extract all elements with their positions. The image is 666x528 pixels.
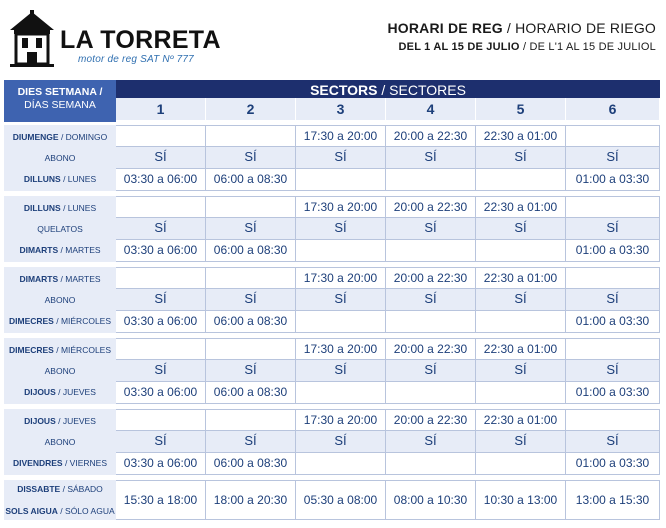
time-cell: 17:30 a 20:00 [296, 409, 386, 431]
schedule-row [116, 311, 660, 333]
schedule-row [116, 338, 660, 360]
time-cell: 06:00 a 08:30 [206, 240, 296, 262]
treatment-cell: SÍ [116, 218, 206, 240]
time-cell: 01:00 a 03:30 [566, 311, 660, 333]
schedule-row [116, 169, 660, 191]
time-cell [296, 382, 386, 404]
treatment-cell: SÍ [476, 360, 566, 382]
time-cell: 15:30 a 18:00 [116, 480, 206, 520]
schedule-row [116, 409, 660, 431]
time-cell: 17:30 a 20:00 [296, 338, 386, 360]
treatment-cell: SÍ [296, 289, 386, 311]
time-cell: 03:30 a 06:00 [116, 169, 206, 191]
treatment-label: ABONO [44, 294, 76, 305]
time-cell [566, 338, 660, 360]
time-cell: 01:00 a 03:30 [566, 382, 660, 404]
treatment-cell: SÍ [206, 289, 296, 311]
time-cell: 17:30 a 20:00 [296, 196, 386, 218]
day-label [4, 409, 116, 475]
schedule-row [116, 289, 660, 311]
time-cell [206, 409, 296, 431]
day-from: DIMARTS / MARTES [19, 274, 101, 285]
day-to: DIJOUS / JUEVES [24, 386, 96, 397]
day-to: DIVENDRES / VIERNES [13, 457, 107, 468]
day-label [4, 196, 116, 262]
treatment-label: ABONO [44, 436, 76, 447]
treatment-cell: SÍ [296, 431, 386, 453]
sector-number: 2 [206, 98, 296, 120]
day-label: DISSABTE / SÁBADO SOLS AIGUA / SÓLO AGUA [4, 480, 116, 520]
treatment-cell: SÍ [206, 360, 296, 382]
day-to: DILLUNS / LUNES [23, 173, 97, 184]
table-header-row [4, 80, 660, 112]
time-cell: 13:00 a 15:30 [566, 480, 660, 520]
time-cell: 22:30 a 01:00 [476, 125, 566, 147]
time-cell: 22:30 a 01:00 [476, 409, 566, 431]
time-cell: 03:30 a 06:00 [116, 240, 206, 262]
day-from: DIJOUS / JUEVES [24, 416, 96, 427]
time-cell [386, 169, 476, 191]
time-cell: 06:00 a 08:30 [206, 169, 296, 191]
time-cell [116, 125, 206, 147]
day-to: DIMECRES / MIÉRCOLES [8, 315, 112, 326]
schedule-row [116, 453, 660, 475]
time-cell [116, 409, 206, 431]
time-cell [206, 338, 296, 360]
brand-subtitle: motor de reg SAT Nº 777 [78, 54, 194, 65]
schedule-title [387, 20, 656, 53]
title-line-2: DEL 1 AL 15 DE JULIO / DE L'1 AL 15 DE JULIOL [398, 41, 656, 53]
time-cell: 03:30 a 06:00 [116, 453, 206, 475]
treatment-cell: SÍ [386, 431, 476, 453]
time-cell [296, 453, 386, 475]
time-cell: 17:30 a 20:00 [296, 125, 386, 147]
schedule-group [4, 196, 660, 262]
time-cell [296, 311, 386, 333]
treatment-cell: SÍ [566, 147, 660, 169]
time-cell [566, 196, 660, 218]
days-column-header: DIES SETMANA / DÍAS SEMANA [4, 80, 116, 122]
schedule-group [4, 125, 660, 191]
time-cell: 01:00 a 03:30 [566, 453, 660, 475]
time-cell [206, 196, 296, 218]
time-cell: 06:00 a 08:30 [206, 453, 296, 475]
time-cell [566, 267, 660, 289]
treatment-cell: SÍ [116, 289, 206, 311]
treatment-cell: SÍ [206, 431, 296, 453]
schedule-group-saturday [4, 480, 660, 520]
time-cell: 17:30 a 20:00 [296, 267, 386, 289]
treatment-cell: SÍ [296, 147, 386, 169]
time-cell: 20:00 a 22:30 [386, 267, 476, 289]
time-cell: 06:00 a 08:30 [206, 311, 296, 333]
time-cell [476, 453, 566, 475]
day-from: DIUMENGE / DOMINGO [12, 132, 108, 143]
day-label [4, 267, 116, 333]
sector-numbers-row [116, 98, 660, 120]
schedule-row [116, 218, 660, 240]
treatment-cell: SÍ [116, 431, 206, 453]
treatment-label: ABONO [44, 365, 76, 376]
treatment-cell: SÍ [476, 218, 566, 240]
treatment-cell: SÍ [296, 218, 386, 240]
schedule-row [116, 360, 660, 382]
time-cell [206, 267, 296, 289]
treatment-cell: SÍ [116, 360, 206, 382]
time-cell: 05:30 a 08:00 [296, 480, 386, 520]
time-cell: 08:00 a 10:30 [386, 480, 476, 520]
treatment-label: ABONO [44, 152, 76, 163]
time-cell [296, 169, 386, 191]
schedule-row [116, 382, 660, 404]
brand-name: LA TORRETA [60, 26, 221, 54]
schedule-row [116, 480, 660, 520]
tower-logo-icon [8, 10, 56, 68]
time-cell [566, 409, 660, 431]
schedule-row [116, 196, 660, 218]
schedule-group [4, 409, 660, 475]
treatment-cell: SÍ [386, 147, 476, 169]
treatment-cell: SÍ [566, 360, 660, 382]
schedule-group [4, 338, 660, 404]
sector-number: 5 [476, 98, 566, 120]
time-cell [386, 382, 476, 404]
schedule-table [4, 80, 660, 520]
time-cell: 06:00 a 08:30 [206, 382, 296, 404]
time-cell [476, 311, 566, 333]
time-cell [386, 311, 476, 333]
day-from: DILLUNS / LUNES [23, 203, 97, 214]
time-cell [476, 169, 566, 191]
time-cell [206, 125, 296, 147]
sector-number: 3 [296, 98, 386, 120]
time-cell: 22:30 a 01:00 [476, 267, 566, 289]
sector-number: 6 [566, 98, 660, 120]
sectors-header: SECTORS / SECTORES [116, 80, 660, 100]
time-cell [386, 240, 476, 262]
time-cell: 01:00 a 03:30 [566, 169, 660, 191]
treatment-cell: SÍ [566, 289, 660, 311]
schedule-group [4, 267, 660, 333]
schedule-row [116, 147, 660, 169]
treatment-cell: SÍ [476, 147, 566, 169]
day-label [4, 125, 116, 191]
time-cell: 18:00 a 20:30 [206, 480, 296, 520]
time-cell: 10:30 a 13:00 [476, 480, 566, 520]
time-cell [476, 382, 566, 404]
schedule-row [116, 267, 660, 289]
time-cell: 01:00 a 03:30 [566, 240, 660, 262]
time-cell: 22:30 a 01:00 [476, 338, 566, 360]
time-cell: 03:30 a 06:00 [116, 311, 206, 333]
day-label [4, 338, 116, 404]
treatment-cell: SÍ [566, 218, 660, 240]
schedule-row [116, 431, 660, 453]
time-cell [116, 267, 206, 289]
time-cell: 20:00 a 22:30 [386, 196, 476, 218]
treatment-cell: SÍ [296, 360, 386, 382]
time-cell: 03:30 a 06:00 [116, 382, 206, 404]
treatment-cell: SÍ [386, 360, 476, 382]
treatment-cell: SÍ [386, 289, 476, 311]
treatment-cell: SÍ [476, 431, 566, 453]
schedule-row [116, 125, 660, 147]
treatment-cell: SÍ [116, 147, 206, 169]
title-line-1: HORARI DE REG / HORARIO DE RIEGO [387, 20, 656, 36]
time-cell: 20:00 a 22:30 [386, 338, 476, 360]
treatment-cell: SÍ [206, 147, 296, 169]
time-cell: 20:00 a 22:30 [386, 125, 476, 147]
time-cell: 22:30 a 01:00 [476, 196, 566, 218]
time-cell: 20:00 a 22:30 [386, 409, 476, 431]
time-cell [116, 338, 206, 360]
day-to: DIMARTS / MARTES [19, 244, 101, 255]
schedule-row [116, 240, 660, 262]
page-header [0, 0, 666, 78]
time-cell [296, 240, 386, 262]
sector-number: 4 [386, 98, 476, 120]
sector-number: 1 [116, 98, 206, 120]
treatment-label: QUELATOS [37, 223, 83, 234]
time-cell [476, 240, 566, 262]
treatment-cell: SÍ [566, 431, 660, 453]
time-cell [566, 125, 660, 147]
time-cell [386, 453, 476, 475]
treatment-cell: SÍ [476, 289, 566, 311]
treatment-cell: SÍ [386, 218, 476, 240]
treatment-cell: SÍ [206, 218, 296, 240]
day-from: DIMECRES / MIÉRCOLES [8, 345, 112, 356]
time-cell [116, 196, 206, 218]
